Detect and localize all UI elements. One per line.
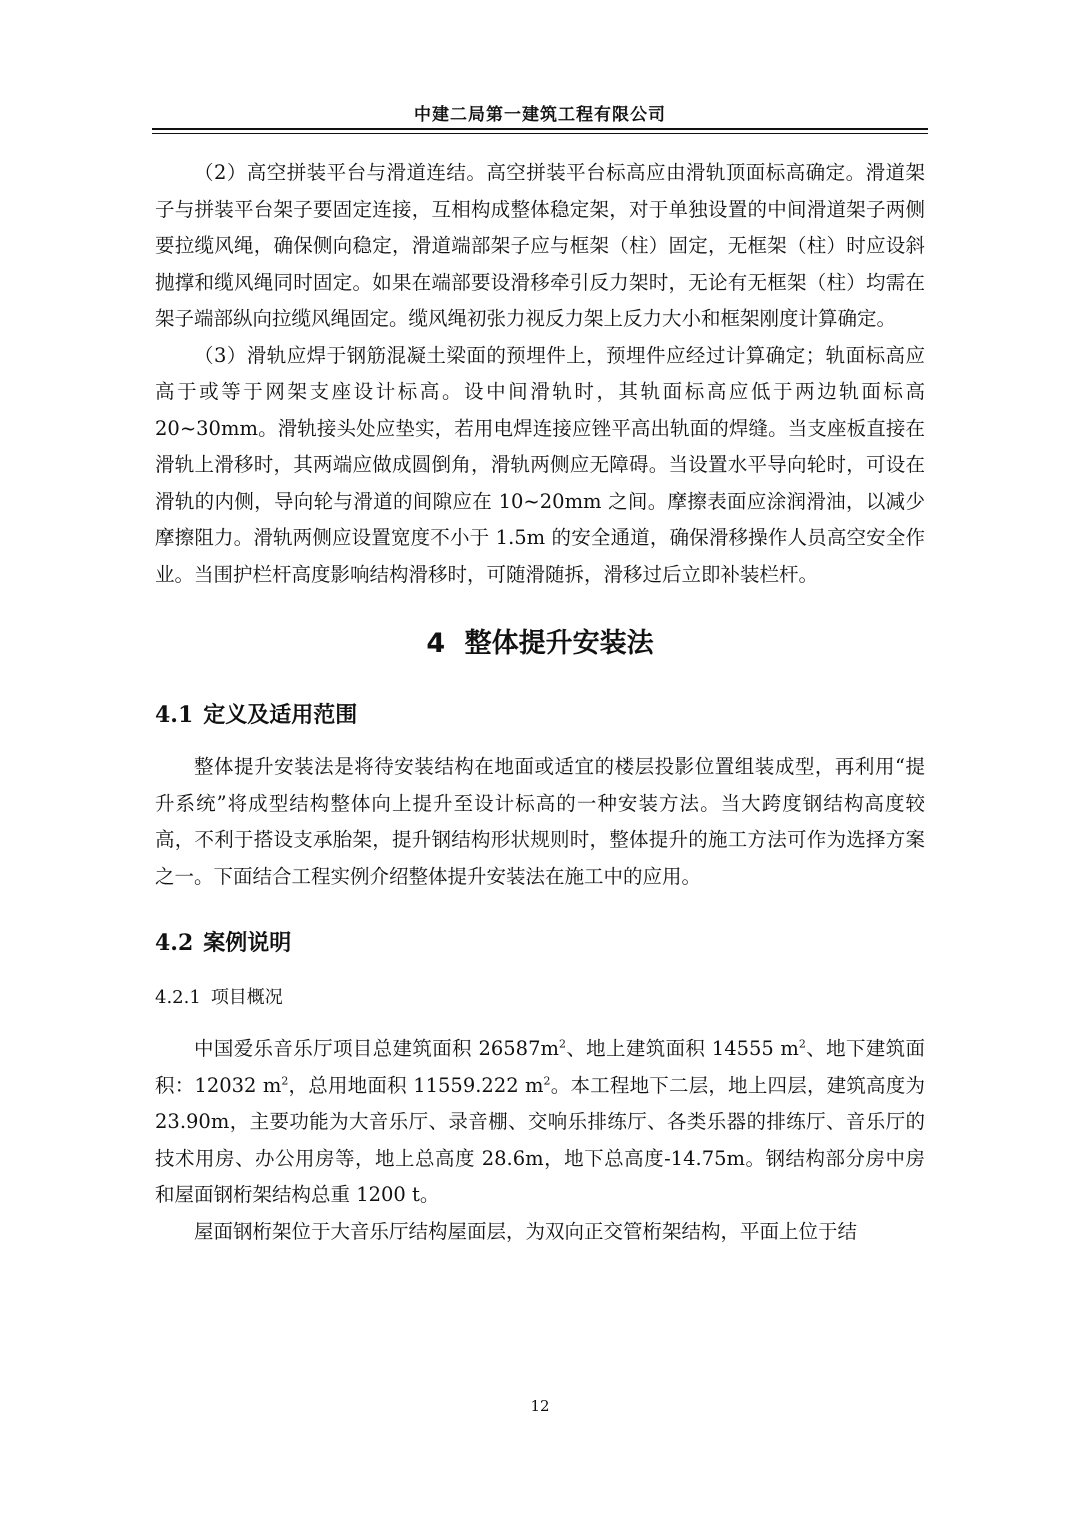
section-title: 案例说明 — [203, 931, 292, 956]
paragraph-project-overview: 中国爱乐音乐厅项目总建筑面积 $26587m^2$、地上建筑面积 14555 $m^2$、地下建筑面积：12032 $m^2$，总用地面积 11559.222 $m^2$。本工程地下二层，地上四层，建筑高度为 23.90m，主要功能为大音乐厅、录音棚、交响乐排练厅、各类乐器的排练厅、音乐厅的技术用房、办公用房等，地上总高度 28.6m，地下总高度-14.75m。钢结构部分房中房和屋面钢桁架结构总重 1200 t。 — [155, 1037, 925, 1206]
subsection-heading-4-2-1 — [155, 979, 925, 1017]
subsection-number: 4.2.1 — [155, 987, 201, 1008]
section-title: 定义及适用范围 — [203, 703, 358, 728]
section-heading-4-1 — [155, 695, 925, 735]
section-number: 4.1 — [155, 702, 194, 728]
paragraph-definition: 整体提升安装法是将待安装结构在地面或适宜的楼层投影位置组装成型，再利用“提升系统”将成型结构整体向上提升至设计标高的一种安装方法。当大跨度钢结构高度较高，不利于搭设支承胎架，提升钢结构形状规则时，整体提升的施工方法可作为选择方案之一。下面结合工程实例介绍整体提升安装法在施工中的应用。 — [155, 755, 925, 888]
page-content — [155, 155, 925, 1250]
paragraph-slide-rail: （3）滑轨应焊于钢筋混凝土梁面的预埋件上，预埋件应经过计算确定；轨面标高应高于或等于网架支座设计标高。设中间滑轨时，其轨面标高应低于两边轨面标高 20~30mm。滑轨接头处应垫实，若用电焊连接应锉平高出轨面的焊缝。当支座板直接在滑轨上滑移时，其两端应做成圆倒角，滑轨两侧应无障碍。当设置水平导向轮时，可设在滑轨的内侧，导向轮与滑道的间隙应在 10~20mm 之间。摩擦表面应涂润滑油，以减少摩擦阻力。滑轨两侧应设置宽度不小于 1.5m 的安全通道，确保滑移操作人员高空安全作业。当围护栏杆高度影响结构滑移时，可随滑随拆，滑移过后立即补装栏杆。 — [155, 343, 925, 586]
paragraph-roof-truss: 屋面钢桁架位于大音乐厅结构屋面层，为双向正交管桁架结构，平面上位于结 — [194, 1219, 858, 1243]
page-header: 中建二局第一建筑工程有限公司 — [414, 105, 666, 125]
header-rule-thick — [152, 128, 928, 130]
subsection-title: 项目概况 — [210, 987, 283, 1008]
section-number: 4.2 — [155, 930, 194, 956]
paragraph-slide-platform: （2）高空拼装平台与滑道连结。高空拼装平台标高应由滑轨顶面标高确定。滑道架子与拼装平台架子要固定连接，互相构成整体稳定架，对于单独设置的中间滑道架子两侧要拉缆风绳，确保侧向稳定，滑道端部架子应与框架（柱）固定，无框架（柱）时应设斜抛撑和缆风绳同时固定。如果在端部要设滑移牵引反力架时，无论有无框架（柱）均需在架子端部纵向拉缆风绳固定。缆风绳初张力视反力架上反力大小和框架刚度计算确定。 — [155, 161, 925, 330]
header-rule-thin — [152, 133, 928, 134]
chapter-heading — [155, 621, 925, 667]
page-number: 12 — [530, 1397, 550, 1415]
chapter-title: 整体提升安装法 — [464, 628, 654, 659]
chapter-number: 4 — [426, 628, 446, 659]
section-heading-4-2 — [155, 923, 925, 963]
